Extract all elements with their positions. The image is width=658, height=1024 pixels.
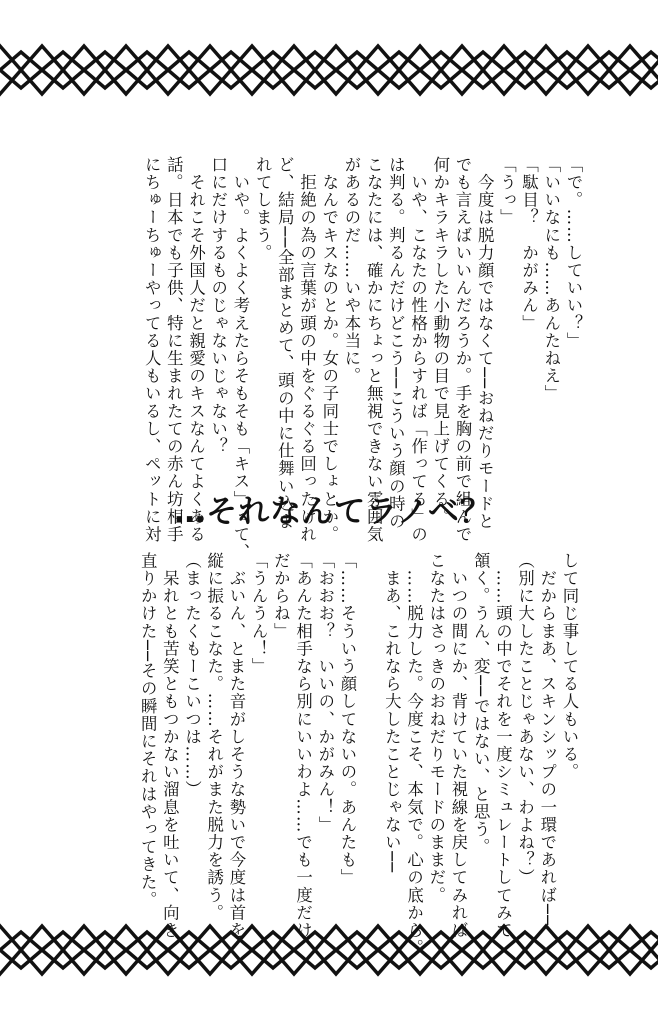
section-title: …それなんてラノベ？ xyxy=(174,494,492,530)
lower-text-block: して同じ事してる人もいる。 だからまあ、スキンシップの一環であれば── （別に大したことじゃあない、わよね？） ……頭の中でそれを一度シミュレートしてみて 頷く。うん、変──ではない、と思う。 いつの間にか、背けていた視線を戻してみれば こなたはさっきのおねだりモードのままだ。 ……脱力した。今度こそ、本気で。心の底から。 まあ、これなら大したことじゃない── 「……そういう顔してないの。あんたも」 「おおお？ いいの、かがみん！」 「あんた相手なら別にいいわよ……でも一度だけ だからね」 「うんうん！」 ぶいん、とまた音がしそうな勢いで今度は首を 縦に振るこなた。……それがまた脱力を誘う。 （まったくもーこいつは……） 呆れとも苦笑ともつかない溜息を吐いて、向き 直りかけた──その瞬間にそれはやってきた。 xyxy=(138,552,579,957)
top-diamond-border xyxy=(0,40,658,100)
bottom-diamond-border xyxy=(0,920,658,980)
upper-text-block: 「で。……していい？」 「いいなにも……あんたねえ」 「駄目？ かがみん」 「うっ」 今度は脱力顔ではなくて──おねだりモードと でも言えばいいんだろうか。手を胸の前で組んで 何かキラキラした小動物の目で見上げてくる。 いや、こなたの性格からすれば「作ってる」の は判る。判るんだけどこう──こういう顔の時の こなたには、確かにちょっと無視できない雰囲気 があるのだ……いや本当に。 なんでキスなのとか。女の子同士でしょとか。 拒絶の為の言葉が頭の中をぐるぐる回ったけれ ど、結局──全部まとめて、頭の中に仕舞い込ま れてしまう。 いや。よくよく考えたらそもそも「キス」って、 口にだけするものじゃないじゃない？ それこそ外国人だと親愛のキスなんてよくある 話。日本でも子供、特に生まれたての赤ん坊相手 にちゅーちゅーやってる人もいるし、ペットに対 xyxy=(142,156,583,561)
diamond-shape xyxy=(630,52,658,88)
diamond-shape xyxy=(630,932,658,968)
